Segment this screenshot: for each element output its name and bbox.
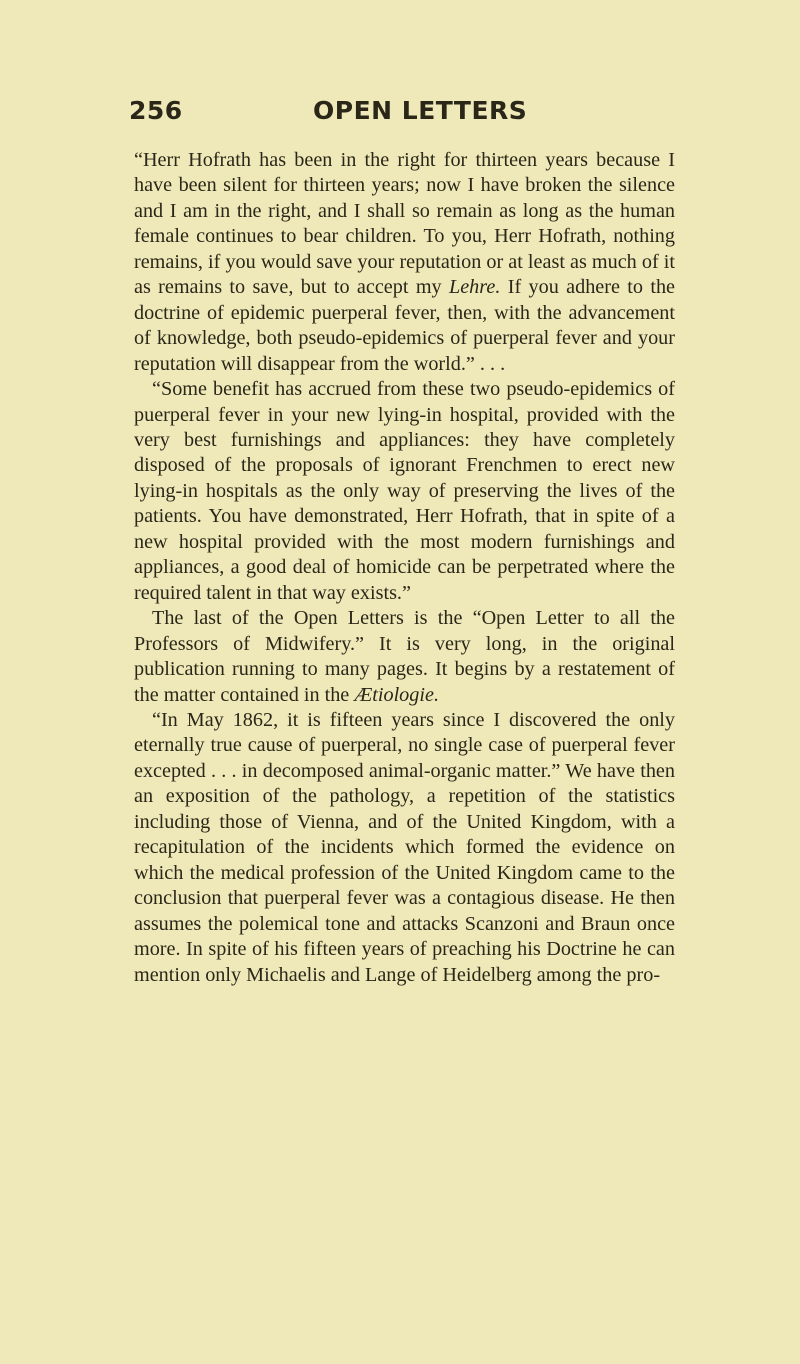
paragraph-last-open-letter (134, 606, 675, 708)
running-title: OPEN LETTERS (313, 96, 528, 125)
body-text (134, 148, 675, 988)
running-head (129, 92, 689, 132)
paragraph-text: If you adhere to the doctrine of epidemic puerperal fever, then, with the advancement of knowledge, both pseudo-epidemics of puerperal fever and your reputation will disappear from the world.” . . . (134, 276, 675, 375)
italic-term-aetiologie: Ætiologie. (354, 683, 439, 706)
paragraph-pseudo-epidemics: “Some benefit has accrued from these two pseudo-epidemics of puerperal fever in your new lying-in hospital, provided with the very best furnishings and appliances: they have completely disposed of the proposals of ignorant Frenchmen to erect new lying-in hospitals as the only way of preserving the lives of the patients. You have demonstrated, Herr Hofrath, that in spite of a new hospital provided with the most modern furnishings and appliances, a good deal of homicide can be perpetrated where the required talent in that way exists.” (134, 378, 675, 604)
page-number: 256 (129, 96, 183, 125)
paragraph-may-1862: “In May 1862, it is fifteen years since I discovered the only eternally true cause of puerperal, no single case of puerperal fever excepted . . . in decomposed animal-organic matter.” We have then an exposition of the pathology, a repetition of the statistics including those of Vienna, and of the United Kingdom, with a recapitulation of the incidents which formed the evidence on which the medical profession of the United Kingdom came to the conclusion that puerperal fever was a contagious disease. He then assumes the polemical tone and attacks Scanzoni and Braun once more. In spite of his fifteen years of preaching his Doctrine he can mention only Michaelis and Lange of Heidelberg among the pro- (134, 708, 675, 986)
italic-term-lehre: Lehre. (448, 276, 501, 299)
paragraph-text: The last of the Open Letters is the “Open Letter to all the Professors of Midwifery.” It is very long, in the original publication running to many pages. It begins by a restatement of the matter contained in the (134, 607, 675, 706)
paragraph-text: “Herr Hofrath has been in the right for thirteen years because I have been silent for thirteen years; now I have broken the silence and I am in the right, and I shall so remain as long as the human female continues to bear children. To you, Herr Hofrath, nothing remains, if you would save your reputation or at least as much of it as remains to save, but to accept my (134, 149, 675, 299)
paragraph-hofrath-reputation (134, 148, 675, 377)
